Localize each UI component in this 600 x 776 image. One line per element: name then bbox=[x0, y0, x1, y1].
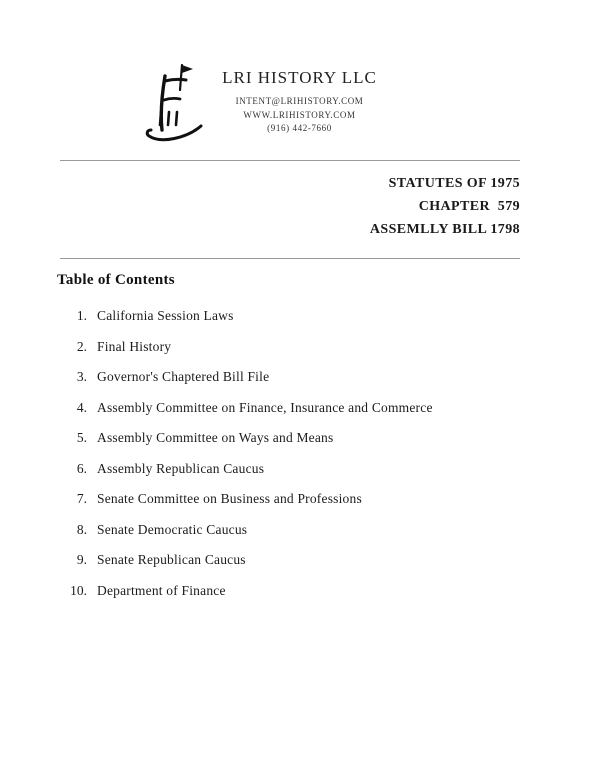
toc-item-label: Final History bbox=[97, 338, 172, 354]
toc-item-label: Assembly Committee on Ways and Means bbox=[97, 430, 334, 445]
letterhead bbox=[0, 0, 600, 160]
toc-item-number: 10. bbox=[70, 582, 87, 598]
case-caption bbox=[0, 172, 520, 241]
table-of-contents bbox=[57, 272, 540, 612]
toc-item bbox=[57, 521, 540, 539]
toc-item bbox=[57, 490, 540, 508]
toc-item-label: Senate Democratic Caucus bbox=[97, 521, 248, 537]
toc-item-number: 7. bbox=[76, 491, 87, 506]
company-email: INTENT@LRIHISTORY.COM bbox=[235, 96, 364, 106]
toc-item-label: Department of Finance bbox=[97, 582, 226, 598]
divider-bottom bbox=[60, 258, 520, 259]
toc-item bbox=[57, 429, 540, 447]
toc-item-number: 1. bbox=[76, 308, 87, 323]
toc-item bbox=[57, 460, 540, 478]
toc-item bbox=[57, 399, 540, 417]
toc-item-number: 2. bbox=[76, 338, 87, 354]
toc-item bbox=[57, 582, 540, 600]
toc-item-label: Senate Committee on Business and Professions bbox=[97, 491, 362, 506]
toc-item-number: 5. bbox=[76, 430, 87, 445]
company-website: WWW.LRIHISTORY.COM bbox=[243, 109, 356, 120]
toc-item-label: Governor's Chaptered Bill File bbox=[97, 369, 270, 384]
toc-item-label: California Session Laws bbox=[97, 308, 234, 323]
statutes-line: STATUTES OF 1975 bbox=[388, 176, 520, 191]
toc-item-number: 3. bbox=[76, 369, 87, 384]
divider-top bbox=[60, 160, 520, 161]
company-name: LRI HISTORY LLC bbox=[222, 68, 377, 87]
chapter-line: CHAPTER 579 bbox=[418, 199, 520, 214]
bill-line: ASSEMLLY BILL 1798 bbox=[369, 222, 520, 237]
toc-item-number: 6. bbox=[76, 460, 87, 476]
toc-item-label: Assembly Committee on Finance, Insurance and Commerce bbox=[97, 399, 433, 415]
toc-item-label: Senate Republican Caucus bbox=[97, 552, 246, 567]
company-block bbox=[212, 68, 387, 136]
toc-item bbox=[57, 307, 540, 325]
toc-item bbox=[57, 338, 540, 356]
toc-item bbox=[57, 368, 540, 386]
toc-item-number: 4. bbox=[76, 399, 87, 415]
lri-calligraphy-logo-icon bbox=[143, 60, 215, 144]
toc-item-label: Assembly Republican Caucus bbox=[97, 460, 265, 476]
toc-item bbox=[57, 551, 540, 569]
toc-item-number: 9. bbox=[76, 552, 87, 567]
company-phone: (916) 442-7660 bbox=[267, 123, 332, 133]
toc-item-number: 8. bbox=[76, 521, 87, 537]
toc-heading: Table of Contents bbox=[57, 272, 175, 288]
